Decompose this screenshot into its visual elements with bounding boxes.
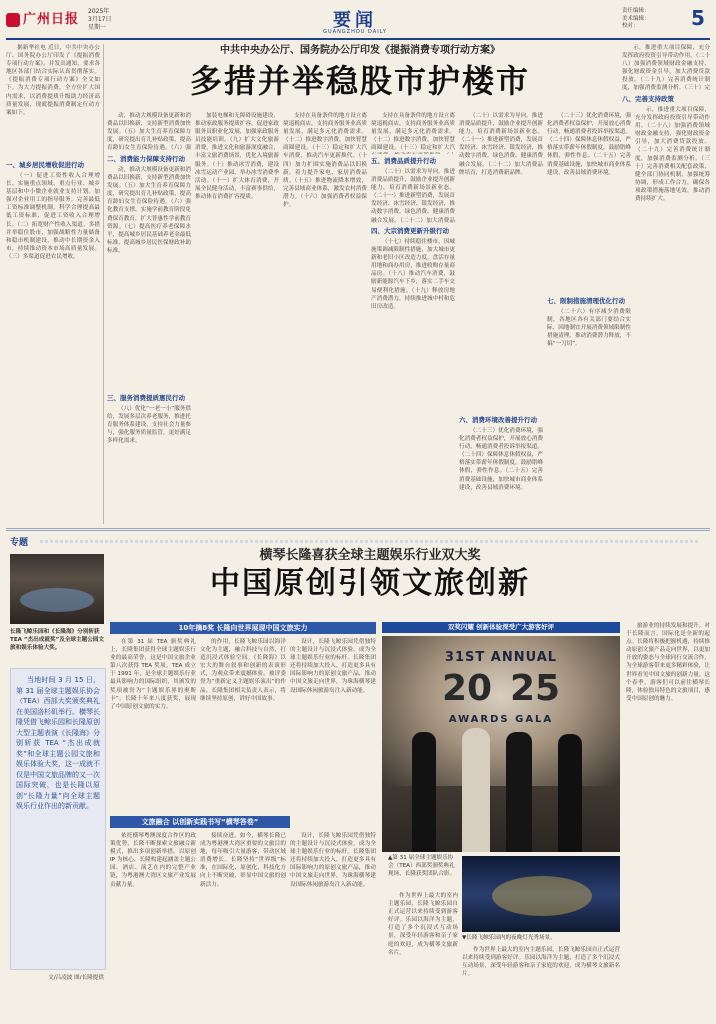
story1-col8: 示，推进重大项目保障，充分发挥政府投资引导带动作用。（二十八）加强消费领域财政金融支持，强化财政资金引导，加大消费贷款投放。（二十九）完善消费统计制度，加强消费监测分析。（三十）完 <box>622 45 710 92</box>
story1-col3: 加装电梯和无障碍设施建设，推动家政服务提质扩容，促进家政服务员职业化发展，加强家政服务员技能培训。（九）扩大文化旅游消费，推进文化和旅游深度融合，丰富文旅消费场景，优化入境旅游服务。（十）推动冰雪消费，建设冰雪运动产业园，举办冰雪消费季活动。（十一）扩大体育消费，开展全民健身活动，丰富赛事供给，推动体育消费扩容提质。 <box>195 113 279 200</box>
sidebar-text: 当地时间 3 月 15 日，第 31 届全球主题娱乐协会（TEA）西部大奖颁奖典礼在美国洛杉矶举行。横琴长隆凭借飞鲸乐园和长隆原创大型主题表演《长隆海》分别斩获 TEA “杰出成就奖”和全球主题公园文旅和娱乐体验大奖，这一成就不仅是中国文旅品牌的又一次国际突破，也是长隆以原创“长隆力量”向全球主题娱乐行业作出的新贡献。 <box>16 676 100 810</box>
story2-col-f: 作为世界上最大的室内主题乐园，长隆飞鲸乐园自正式运营以来持续受到游客好评。乐园以海洋为主题，打造了多个沉浸式互动场景，深受年轻游客和亲子家庭的欢迎，成为横琴文旅新名片。 <box>388 893 458 956</box>
story1-col8b: 示，推进重大项目保障，充分发挥政府投资引导带动作用。（二十八）加强消费领域财政金融支持，强化财政资金引导，加大消费贷款投放。（二十九）完善消费统计制度，加强消费监测分析。（三十）完善消费相关配套政策，健全部门协同机制，加强统筹协调，形成工作合力，确保各项政策措施落地见效，推动消费持续扩大。 <box>635 107 710 203</box>
light-show-photo <box>462 856 620 932</box>
person-silhouette <box>558 734 582 852</box>
gala-sign-bottom: AWARDS GALA <box>448 714 554 725</box>
story1-col7b: （二十六）有序减少消费限制，各地区各有关部门要结合实际，因地制宜开展消费领域限制性措施清理，推动消费潜力释放，不搞“一刀切”。 <box>547 309 631 348</box>
gala-sign-year-a: 20 <box>442 668 493 709</box>
photo-caption-2: ▼长隆飞鲸乐园内的夜晚灯光秀场景。 <box>462 935 556 941</box>
sidebar-caption: 长隆飞鲸乐园和《长隆海》分别斩获 TEA “杰出成就奖”及全球主题公园文旅和娱乐体验大奖。 <box>10 629 104 651</box>
person-silhouette <box>462 728 490 852</box>
person-silhouette <box>412 732 436 852</box>
section-bar-2: 文旅融合 以创新实践书写“横琴答卷” <box>110 816 290 828</box>
photo-section-bar: 双奖闪耀 创新体验深受广大游客好评 <box>382 622 620 633</box>
story-divider <box>6 528 710 529</box>
gala-sign-year-b: 25 <box>510 668 561 709</box>
story1-headline: 多措并举稳股市护楼市 <box>189 62 530 100</box>
story1-col5b: （二十）以需求为导向，推进消费品质提升，鼓励企业提升创新能力，培育消费新场景新业态。（二十一）推进新型消费，发展首发经济、冰雪经济、银发经济，推动数字消费、绿色消费、健康消费融合发展。（二十二）加大消费品 <box>371 169 455 224</box>
story1-col6b: （二十三）优化消费环境，强化消费者权益保护，开展放心消费行动，畅通消费者投诉举报渠道。（二十四）保障休息休假权益，严格落实带薪年休假制度，鼓励错峰休假，弹性作息。（二十五）完善消费基础设施，加快城市商业体系建设，改善县域消费环境。 <box>459 428 543 491</box>
story1-col5: 支持在具备条件的地方设立离境退税商店，支持商务服务业高质量发展，满足多元化消费需求。（十二）推进数字消费，加快智慧商圈建设。（十三）稳定和扩大汽 <box>371 113 455 152</box>
story1-col7: （二十三）优化消费环境，强化消费者权益保护，开展放心消费行动，畅通消费者投诉举报渠道。（二十四）保障休息休假权益，严格落实带薪年休假制度，鼓励错峰休假，弹性作息。（二十五）完善消费基础设施，加快城市商业体系建设，改善县域消费环境。 <box>547 113 631 176</box>
header-rule <box>6 38 710 40</box>
park-dome-graphic <box>20 588 94 612</box>
story1-col6: （二十）以需求为导向，推进消费品质提升，鼓励企业提升创新能力，培育消费新场景新业态。（二十一）推进新型消费，发展首发经济、冰雪经济、银发经济，推动数字消费、绿色消费、健康消费融合发展。（二十二）加大消费品牌培育，打造消费新品牌。 <box>459 113 543 176</box>
gala-sign-top: 31ST ANNUAL <box>444 650 558 665</box>
person-silhouette <box>506 732 532 852</box>
story-divider-2 <box>6 530 710 531</box>
story2-col-c: 设计，长隆飞鲸乐园凭借独特的主题设计与沉浸式体验，成为全球主题娱乐行业的标杆。长隆集团还将持续加大投入，打造更多具有国际影响力的原创文旅产品，推动中国文旅走向世界，为珠海横琴建设国际休闲旅游岛注入新动能。 <box>290 639 376 694</box>
story1-subhead-1: 一、城乡居民增收促进行动 <box>6 161 84 169</box>
section-bar-1: 10年摘8奖 长隆向世界展现中国文旅实力 <box>110 622 376 634</box>
section-title: 要闻 <box>333 10 377 31</box>
story1-col2b: 动，推动大规模设备更新和消费品以旧换新，支持新型消费加快发展。（五）加大生育养育保障力度，研究提出育儿补贴政策，提高育龄妇女生育保险待遇。（六）强化教育支撑，实施学前教育阶段免费保育教育，扩大普惠性学前教育资源。（七）提高医疗养老保障水平，提高城乡居民基础养老金最低标准，提高城乡居民医保财政补助标准。 <box>107 167 191 254</box>
story2-col-g: 旅游业的持续发展和提升。对于长隆而言，国际化是全新的起点。长隆将积极把握机遇，持续推动原创文旅产品走向世界，以更加开放的姿态与全球同行交流合作，为全球游客带来更多精彩体验，让世界看见中国文旅的创新力量。这个春季，游客们可以前往横琴长隆，体验独具特色的文旅项目，感受中国原创的魅力。 <box>626 623 710 702</box>
story1-subhead-6: 六、消费环境改善提升行动 <box>459 416 537 424</box>
story2-col-b: 的作用，长隆飞鲸乐园以海洋文化为主题，融合科技与自然，打造沉浸式体验空间。《长隆海》以宏大的舞台叙事和创新的表演形式，为观众带来震撼体验，被评委誉为“重新定义主题娱乐演出”的作品。长隆集团相关负责人表示，将继续坚持原创，讲好中国故事。 <box>200 639 286 702</box>
light-glow-graphic <box>492 876 592 916</box>
column-divider <box>103 44 104 524</box>
sidebar-photo <box>10 554 104 624</box>
story2-col-e2: 设计，长隆飞鲸乐园凭借独特的主题设计与沉浸式体验，成为全球主题娱乐行业的标杆。长隆集团还将持续加大投入，打造更多具有国际影响力的原创文旅产品，推动中国文旅走向世界，为珠海横琴建设国际休闲旅游岛注入新动能。 <box>290 833 376 888</box>
story2-headline: 中国原创引领文旅创新 <box>210 566 530 601</box>
story1-subhead-7: 七、限制措施清理优化行动 <box>547 297 625 305</box>
story1-subhead-2: 二、消费能力保障支持行动 <box>107 155 185 163</box>
story1-col4: 支持在具备条件的地方设立离境退税商店，支持商务服务业高质量发展，满足多元化消费需求。（十二）推进数字消费，加快智慧商圈建设。（十三）稳定和扩大汽车消费，推动汽车更新换代。（十四）加力扩围实施消费品以旧换新，着力提升家电、家居消费品质。（十五）推进物流降本增效，完善县域商业体系，激发农村消费潜力。（十六）加强消费者权益保护。 <box>283 113 367 209</box>
story1-kicker: 中共中央办公厅、国务院办公厅印发《提振消费专项行动方案》 <box>220 45 500 56</box>
story1-col1: 据新华社电 近日，中共中央办公厅、国务院办公厅印发了《提振消费专项行动方案》，并发出通知，要求各地区各部门结合实际认真贯彻落实。《提振消费专项行动方案》全文如下。为大力提振消费，全方位扩大国内需求，以消费提质升级助力经济高质量发展，现就提振消费制定行动方案如下。 <box>6 45 100 116</box>
story1-subhead-4: 四、大宗消费更新升级行动 <box>371 227 449 235</box>
page-number: 5 <box>691 6 705 30</box>
story2-col-d: 依托横琴粤澳深度合作区的政策优势，长隆不断探索文旅融合新模式，推出多项创新举措。以原创 IP 为核心，长隆构建起涵盖主题公园、酒店、演艺在内的完整产业链，为粤港澳大湾区文旅产业发展贡献力量。 <box>110 833 196 888</box>
newspaper-logo: 广州日报 <box>6 8 82 30</box>
story2-col-a: 在第 31 届 TEA 颁奖典礼上，长隆集团获得全球主题娱乐行业的最高荣誉，这是中国文旅企业第八次获得 TEA 奖项。TEA 成立于 1991 年，是全球主题娱乐行业最具影响力的国际组织，其颁发的奖项被誉为“主题娱乐界的奥斯卡”。长隆十年来八度获奖，展现了中国原创文旅的实力。 <box>110 639 196 710</box>
issue-date: 2025年 3月17日 星期一 <box>88 8 112 31</box>
story1-subhead-5: 五、消费品质提升行动 <box>371 157 436 165</box>
story2-kicker: 横琴长隆喜获全球主题娱乐行业双大奖 <box>259 548 481 563</box>
story1-col2c: （八）优化“一老一小”服务供给，发展多层次养老服务，推进托育服务体系建设，支持社会力量参与，强化服务质量监管，更好满足多样化需求。 <box>107 406 191 445</box>
editor-credits: 责任编辑： 美术编辑： 校对： <box>622 8 650 29</box>
sidebar-box <box>10 668 106 970</box>
story1-subhead-8: 八、完善支持政策 <box>622 95 674 103</box>
photo-caption-1: ▲第 31 届全球主题娱乐协会（TEA）西部奖颁奖典礼现场，长隆获奖团队合影。 <box>388 855 456 877</box>
logo-seal-icon <box>6 13 20 27</box>
story1-col2: 动，推动大规模设备更新和消费品以旧换新，支持新型消费加快发展。（五）加大生育养育保障力度，研究提出育儿补贴政策，提高育龄妇女生育保险待遇。（六）强 <box>107 113 191 152</box>
story1-col5c: （十七）持续稳住楼市，因城施策调减限制性措施，加大城市更新和老旧小区改造力度，盘活存量用地和商办用房，推进收购存量商品房。（十八）推动汽车消费，鼓励新能源汽车下乡，落实二手车交易便利化措施。（十九）释放房地产消费潜力，持续推进城中村和危旧房改造。 <box>371 239 455 310</box>
story2-col-f2: 作为世界上最大的室内主题乐园，长隆飞鲸乐园自正式运营以来持续受到游客好评。乐园以海洋为主题，打造了多个沉浸式互动场景，深受年轻游客和亲子家庭的欢迎，成为横琴文旅新名片。 <box>462 947 620 978</box>
story1-col1b: （一）促进工资性收入合理增长。实施重点领域、重点行业、城乡基层和中小微企业就业支持计划。加强对企业用工的指导服务。完善最低工资标准调整机制，科学合理提高最低工资标准，促进工资收入合理增长。（二）拓宽财产性收入渠道。多措并举稳住股市，加强战略性力量储备和稳市机制建设，推动中长期资金入市，持续推动资本市场高质量发展。（三）多渠道促进农民增收。 <box>6 173 100 260</box>
story2-col-e: 接续奋进。如今，横琴长隆已成为粤港澳大湾区重要的文旅目的地，每年吸引大量游客，带动区域消费增长。长隆坚持“世界级”标准，在国际化、原创化、科技化方向上不断突破，彰显中国文旅的创新活力。 <box>200 833 286 888</box>
section-subtitle: GUANGZHOU DAILY <box>323 29 387 35</box>
column-label: 专题 <box>10 538 29 548</box>
byline: 文/吕凌波 图/长隆提供 <box>48 975 104 981</box>
story1-subhead-3: 三、服务消费提质惠民行动 <box>107 394 185 402</box>
page-masthead <box>0 0 716 38</box>
decorative-stripe <box>40 540 700 543</box>
awards-gala-photo <box>382 636 620 852</box>
